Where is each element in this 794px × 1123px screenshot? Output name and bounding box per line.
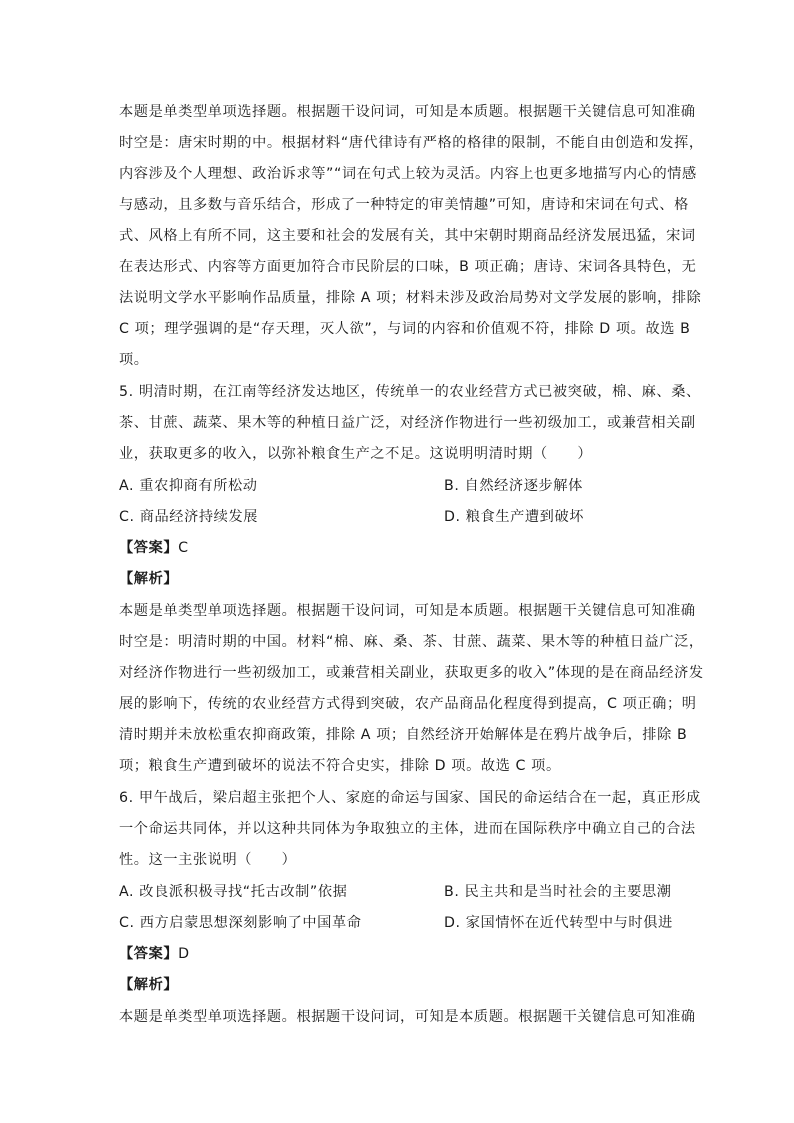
question-5-stem: 业，获取更多的收入，以弥补粮食生产之不足。这说明明清时期（ ） (119, 446, 593, 462)
analysis-line: 在表达形式、内容等方面更加符合市民阶层的口味，B 项正确；唐诗、宋词各具特色，无 (119, 259, 697, 275)
q6-option-c: C. 西方启蒙思想深刻影响了中国革命 (119, 915, 362, 931)
q6-option-d: D. 家国情怀在近代转型中与时俱进 (444, 915, 673, 931)
q5-answer (119, 538, 189, 558)
q5-analysis-label: 【解析】 (119, 571, 179, 587)
analysis-line: 时空是：唐宋时期的中。根据材料“唐代律诗有严格的格律的限制，不能自由创造和发挥， (119, 135, 704, 151)
q5-analysis-line: 对经济作物进行一些初级加工，或兼营相关副业，获取更多的收入”体现的是在商品经济发 (119, 665, 704, 681)
question-6-stem: 6. 甲午战后，梁启超主张把个人、家庭的命运与国家、国民的命运结合在一起，真正形成 (119, 790, 701, 806)
q6-option-a: A. 改良派积极寻找“托古改制”依据 (119, 884, 348, 900)
analysis-line: 式、风格上有所不同，这主要和社会的发展有关，其中宋朝时期商品经济发展迅猛，宋词 (119, 228, 696, 244)
q6-answer (119, 944, 190, 964)
q5-analysis-line: 本题是单类型单项选择题。根据题干设问词，可知是本质题。根据题干关键信息可知准确 (119, 603, 696, 619)
q5-analysis-line: 时空是：明清时期的中国。材料“棉、麻、桑、茶、甘蔗、蔬菜、果木等的种植日益广泛， (119, 634, 704, 650)
answer-value: C (178, 540, 189, 556)
answer-label: 【答案】 (119, 540, 179, 556)
q6-option-b: B. 民主共和是当时社会的主要思潮 (444, 884, 672, 900)
analysis-line: C 项；理学强调的是“存天理，灭人欲”，与词的内容和价值观不符，排除 D 项。故选 B (119, 321, 691, 337)
question-5-stem: 5. 明清时期，在江南等经济发达地区，传统单一的农业经营方式已被突破，棉、麻、桑、 (119, 384, 701, 400)
analysis-line: 项。 (119, 352, 149, 368)
analysis-line: 内容涉及个人理想、政治诉求等”“词在句式上较为灵活。内容上也更多地描写内心的情感 (119, 166, 697, 182)
analysis-line: 与感动，且多数与音乐结合，形成了一种特定的审美情趣”可知，唐诗和宋词在句式、格 (119, 197, 689, 213)
q6-analysis-label: 【解析】 (119, 977, 179, 993)
q5-analysis-line: 项；粮食生产遭到破坏的说法不符合史实，排除 D 项。故选 C 项。 (119, 758, 561, 774)
analysis-line: 法说明文学水平影响作品质量，排除 A 项；材料未涉及政治局势对文学发展的影响，排除 (119, 290, 702, 306)
q5-analysis-line: 清时期并未放松重农抑商政策，排除 A 项；自然经济开始解体是在鸦片战争后，排除 B (119, 727, 688, 743)
question-5-stem: 茶、甘蔗、蔬菜、果木等的种植日益广泛，对经济作物进行一些初级加工，或兼营相关副 (119, 415, 696, 431)
q5-analysis-line: 展的影响下，传统的农业经营方式得到突破，农产品商品化程度得到提高，C 项正确；明 (119, 696, 697, 712)
q5-option-c: C. 商品经济持续发展 (119, 509, 259, 525)
q5-option-a: A. 重农抑商有所松动 (119, 478, 258, 494)
question-6-stem: 性。这一主张说明（ ） (119, 852, 297, 868)
analysis-line: 本题是单类型单项选择题。根据题干设问词，可知是本质题。根据题干关键信息可知准确 (119, 104, 696, 120)
answer-label: 【答案】 (119, 946, 179, 962)
question-6-stem: 一个命运共同体，并以这种共同体为争取独立的主体，进而在国际秩序中确立自己的合法 (119, 821, 696, 837)
q6-analysis-line: 本题是单类型单项选择题。根据题干设问词，可知是本质题。根据题干关键信息可知准确 (119, 1009, 696, 1025)
answer-value: D (178, 946, 190, 962)
q5-option-d: D. 粮食生产遭到破坏 (444, 509, 585, 525)
q5-option-b: B. 自然经济逐步解体 (444, 478, 583, 494)
